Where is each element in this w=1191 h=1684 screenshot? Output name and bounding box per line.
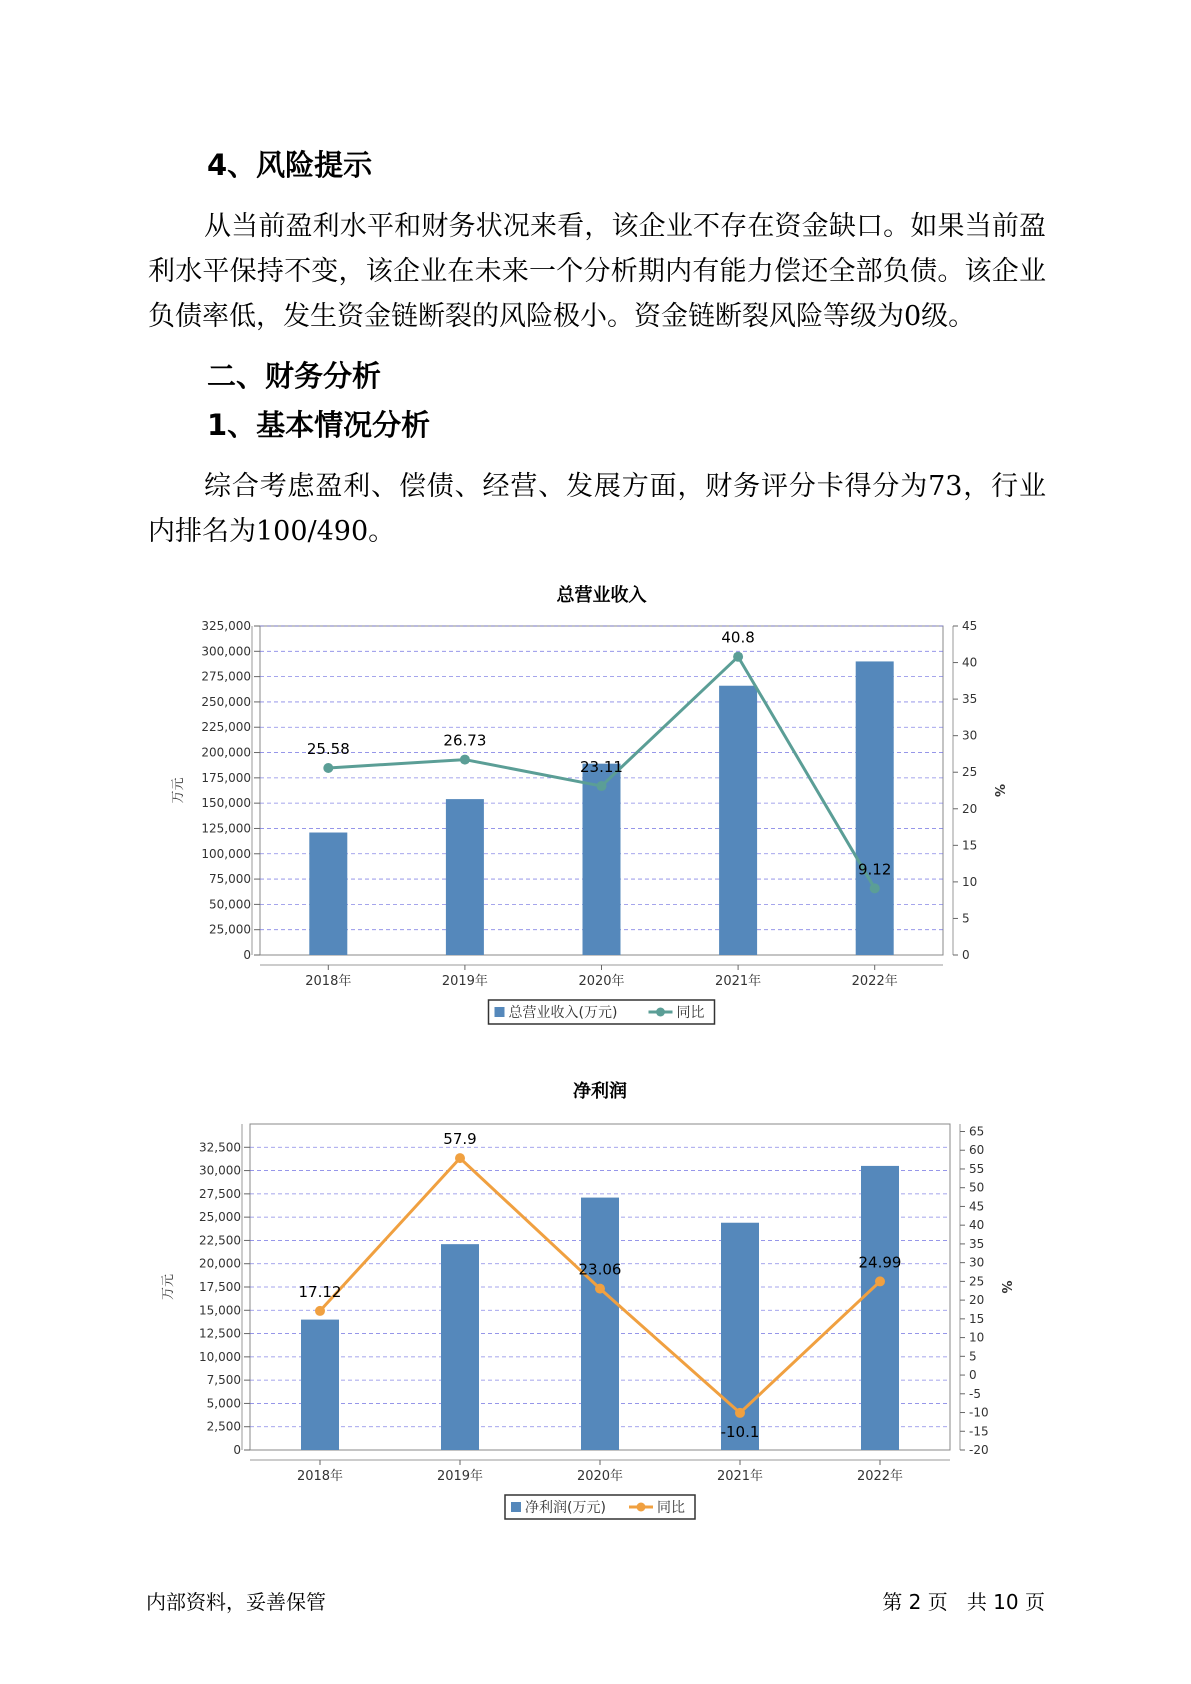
y-tick-label: 22,500	[199, 1233, 241, 1248]
net-profit-chart	[0, 1075, 1191, 1545]
yoy-point-2019年	[460, 755, 470, 765]
revenue-chart	[0, 575, 1191, 1035]
bar-总营业收入(万元)-2019年	[446, 799, 484, 955]
y2-tick-label: 25	[969, 1274, 985, 1289]
yoy-data-label: 57.9	[443, 1130, 477, 1149]
bar-总营业收入(万元)-2020年	[583, 764, 621, 955]
chart-title: 总营业收入	[556, 585, 647, 606]
y-tick-label: 300,000	[201, 644, 251, 659]
legend-bar-label: 净利润(万元)	[525, 1500, 606, 1516]
x-tick-label: 2019年	[441, 974, 488, 989]
y-tick-label: 100,000	[201, 846, 251, 861]
yoy-point-2020年	[597, 781, 607, 791]
y2-tick-label: 20	[962, 801, 978, 816]
y2-tick-label: 10	[962, 874, 978, 889]
y2-tick-label: 65	[969, 1124, 985, 1139]
yoy-point-2021年	[735, 1408, 745, 1418]
y-tick-label: 200,000	[201, 745, 251, 760]
y2-axis-label: %	[998, 1280, 1013, 1294]
y2-tick-label: 45	[962, 619, 978, 633]
bar-总营业收入(万元)-2021年	[719, 686, 757, 955]
y-tick-label: 125,000	[201, 821, 251, 836]
x-tick-label: 2020年	[578, 974, 625, 989]
y2-tick-label: 60	[969, 1143, 985, 1158]
y2-tick-label: 50	[969, 1180, 985, 1195]
y-tick-label: 225,000	[201, 720, 251, 735]
y-axis-label: 万元	[171, 777, 186, 804]
y-tick-label: 12,500	[199, 1326, 241, 1341]
y-tick-label: 10,000	[199, 1349, 241, 1364]
y2-tick-label: 35	[962, 692, 978, 707]
y-tick-label: 0	[233, 1443, 241, 1457]
bar-总营业收入(万元)-2022年	[856, 661, 894, 955]
yoy-data-label: 9.12	[857, 860, 892, 879]
x-tick-label: 2021年	[716, 1469, 764, 1484]
y2-tick-label: 15	[969, 1311, 985, 1326]
yoy-point-2018年	[315, 1306, 325, 1316]
bar-净利润(万元)-2018年	[301, 1320, 339, 1450]
bar-净利润(万元)-2022年	[861, 1166, 899, 1450]
yoy-point-2022年	[875, 1276, 885, 1286]
risk-paragraph: 从当前盈利水平和财务状况来看，该企业不存在资金缺口。如果当前盈利水平保持不变，该企业在未来一个分析期内有能力偿还全部负债。该企业负债率低，发生资金链断裂的风险极小。资金链断裂风险等级为0级。	[148, 211, 1046, 332]
yoy-data-label: 26.73	[443, 731, 487, 750]
chart-title: 净利润	[573, 1081, 627, 1102]
y2-tick-label: 30	[962, 728, 978, 743]
yoy-point-2018年	[323, 763, 333, 773]
yoy-data-label: 23.06	[578, 1260, 622, 1279]
x-tick-label: 2022年	[856, 1469, 904, 1484]
x-tick-label: 2021年	[715, 974, 762, 989]
y2-tick-label: 45	[969, 1199, 985, 1214]
yoy-data-label: -10.1	[720, 1422, 760, 1441]
risk-heading: 4、风险提示	[207, 148, 373, 182]
financial-analysis-heading: 二、财务分析	[207, 359, 382, 393]
yoy-point-2021年	[733, 652, 743, 662]
y2-tick-label: 40	[962, 655, 978, 670]
y-tick-label: 150,000	[201, 796, 251, 811]
basic-analysis-paragraph: 综合考虑盈利、偿债、经营、发展方面，财务评分卡得分为73，行业内排名为100/490。	[148, 471, 1046, 547]
y2-tick-label: 5	[969, 1349, 977, 1364]
y2-tick-label: 20	[969, 1293, 985, 1308]
x-tick-label: 2019年	[436, 1469, 484, 1484]
legend-bar-swatch	[495, 1007, 505, 1017]
x-tick-label: 2022年	[851, 974, 898, 989]
yoy-data-label: 40.8	[721, 628, 755, 647]
y-tick-label: 25,000	[199, 1210, 241, 1225]
bar-总营业收入(万元)-2018年	[309, 833, 347, 955]
y-tick-label: 25,000	[209, 922, 251, 937]
x-tick-label: 2020年	[576, 1469, 624, 1484]
y2-tick-label: -20	[969, 1443, 989, 1457]
y-tick-label: 32,500	[199, 1140, 241, 1155]
y-tick-label: 175,000	[201, 770, 251, 785]
y2-tick-label: -10	[969, 1405, 989, 1420]
y-tick-label: 20,000	[199, 1256, 241, 1271]
legend-line-marker	[637, 1503, 646, 1512]
yoy-point-2022年	[870, 883, 880, 893]
y2-tick-label: 0	[969, 1368, 977, 1383]
legend-bar-label: 总营业收入(万元)	[508, 1005, 618, 1021]
yoy-point-2020年	[595, 1284, 605, 1294]
y2-tick-label: 5	[962, 911, 970, 926]
x-tick-label: 2018年	[296, 1469, 344, 1484]
y-tick-label: 325,000	[201, 619, 251, 633]
legend-line-marker	[656, 1008, 665, 1017]
y2-axis-label: %	[991, 783, 1006, 798]
y2-tick-label: 15	[962, 838, 978, 853]
y2-tick-label: -5	[969, 1386, 981, 1401]
yoy-data-label: 25.58	[306, 739, 350, 758]
y-tick-label: 75,000	[209, 872, 251, 887]
y-tick-label: 7,500	[206, 1373, 241, 1388]
basic-analysis-heading: 1、基本情况分析	[207, 408, 431, 442]
y-tick-label: 17,500	[199, 1280, 241, 1294]
x-tick-label: 2018年	[305, 974, 352, 989]
legend-line-label: 同比	[676, 1005, 705, 1021]
legend-line-label: 同比	[657, 1500, 685, 1516]
y-tick-label: 27,500	[199, 1186, 241, 1201]
legend-bar-swatch	[511, 1502, 521, 1512]
y-tick-label: 0	[243, 948, 251, 962]
bar-净利润(万元)-2019年	[441, 1244, 479, 1450]
yoy-data-label: 24.99	[858, 1253, 902, 1272]
footer-page-number: 第 2 页 共 10 页	[882, 1590, 1045, 1614]
y-tick-label: 30,000	[199, 1163, 241, 1178]
y2-tick-label: 55	[969, 1161, 985, 1176]
yoy-point-2019年	[455, 1153, 465, 1163]
y-tick-label: 2,500	[206, 1419, 241, 1434]
bar-净利润(万元)-2020年	[581, 1198, 619, 1450]
y-tick-label: 250,000	[201, 694, 251, 709]
y2-tick-label: 10	[969, 1330, 985, 1345]
y-tick-label: 15,000	[199, 1303, 241, 1318]
y-tick-label: 275,000	[201, 669, 251, 684]
footer-confidential-note: 内部资料，妥善保管	[146, 1590, 326, 1614]
y-axis-label: 万元	[161, 1273, 176, 1301]
y2-tick-label: -15	[969, 1424, 989, 1439]
y2-tick-label: 40	[969, 1218, 985, 1233]
yoy-data-label: 17.12	[298, 1282, 342, 1301]
y-tick-label: 50,000	[209, 897, 251, 912]
y2-tick-label: 25	[962, 765, 978, 780]
y2-tick-label: 35	[969, 1236, 985, 1251]
yoy-data-label: 23.11	[580, 758, 623, 777]
y-tick-label: 5,000	[206, 1396, 241, 1411]
y2-tick-label: 30	[969, 1255, 985, 1270]
y2-tick-label: 0	[962, 948, 970, 962]
